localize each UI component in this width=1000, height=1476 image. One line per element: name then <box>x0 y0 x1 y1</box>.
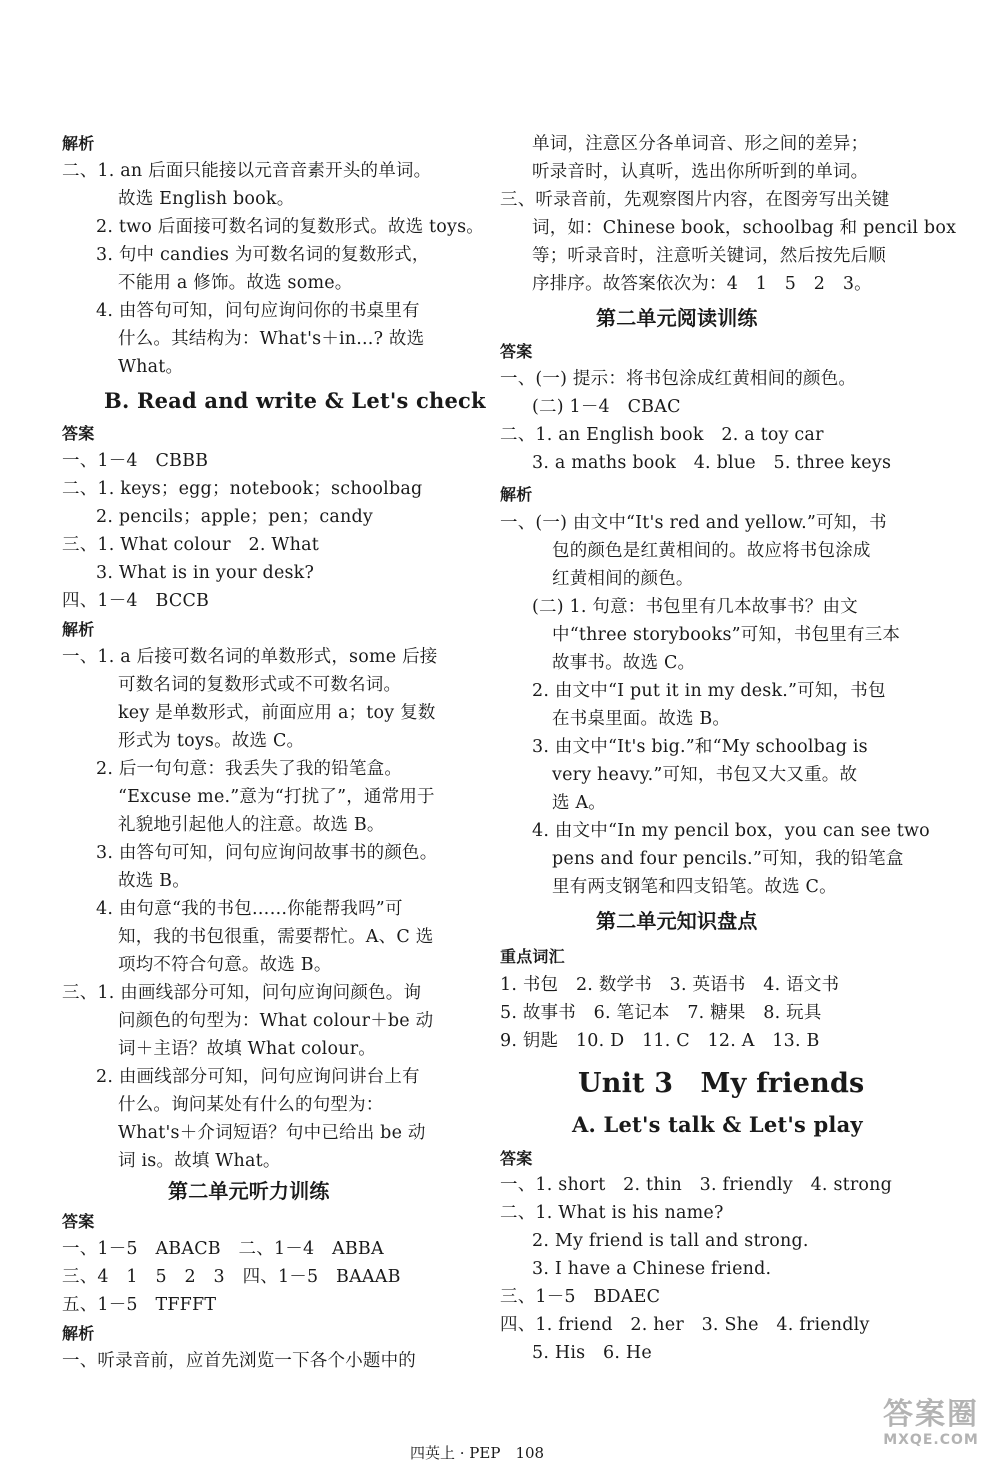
text-line: 形式为 toys。故选 C。 <box>118 731 305 751</box>
answer-line: 2. pencils；apple；pen；candy <box>96 507 373 527</box>
text-line: 4. 由答句可知，问句应询问你的书桌里有 <box>96 301 420 321</box>
text-line: 一、1. a 后接可数名词的单数形式，some 后接 <box>62 647 438 667</box>
section-heading-lets-talk: A. Let's talk & Let's play <box>572 1112 863 1137</box>
label-key-vocabulary: 重点词汇 <box>500 947 565 966</box>
text-line: 3. 由答句可知，问句应询问故事书的颜色。 <box>96 843 438 863</box>
answer-line: 二、1. keys；egg；notebook；schoolbag <box>62 479 423 499</box>
text-line: 里有两支钢笔和四支铅笔。故选 C。 <box>552 877 837 897</box>
answer-line: 五、1－5 TFFFT <box>62 1295 217 1315</box>
answer-line: 三、1. What colour 2. What <box>62 535 319 555</box>
watermark-logo-text: 答案圈 <box>883 1397 979 1432</box>
text-line: very heavy.”可知，书包又大又重。故 <box>552 765 858 785</box>
text-line: 一、听录音前，应首先浏览一下各个小题中的 <box>62 1351 416 1371</box>
text-line: 2. 由文中“I put it in my desk.”可知，书包 <box>532 681 886 701</box>
text-line: What's＋介词短语？句中已给出 be 动 <box>118 1123 426 1143</box>
answer-line: 三、4 1 5 2 3 四、1－5 BAAAB <box>62 1267 401 1287</box>
label-analysis: 解析 <box>62 134 95 153</box>
vocab-line: 9. 钥匙 10. D 11. C 12. A 13. B <box>500 1031 820 1051</box>
page-footer: 四英上 · PEP 108 <box>410 1444 545 1462</box>
text-line: 单词，注意区分各单词音、形之间的差异； <box>532 134 869 154</box>
vocab-line: 1. 书包 2. 数学书 3. 英语书 4. 语文书 <box>500 975 840 995</box>
text-line: 礼貌地引起他人的注意。故选 B。 <box>118 815 385 835</box>
text-line: 什么。其结构为：What's＋in...? 故选 <box>118 329 425 349</box>
text-line: 4. 由句意“我的书包……你能帮我吗”可 <box>96 899 403 919</box>
label-analysis: 解析 <box>62 620 95 639</box>
answer-line: 四、1. friend 2. her 3. She 4. friendly <box>500 1315 870 1335</box>
text-line: 3. 句中 candies 为可数名词的复数形式， <box>96 245 430 265</box>
label-analysis: 解析 <box>62 1324 95 1343</box>
text-line: 知，我的书包很重，需要帮忙。A、C 选 <box>118 927 434 947</box>
vocab-line: 5. 故事书 6. 笔记本 7. 糖果 8. 玩具 <box>500 1003 822 1023</box>
text-line: 词 is。故填 What。 <box>118 1151 281 1171</box>
answer-line: 5. His 6. He <box>532 1343 652 1363</box>
text-line: 红黄相间的颜色。 <box>552 569 694 589</box>
text-line: pens and four pencils.”可知，我的铅笔盒 <box>552 849 904 869</box>
text-line: 中“three storybooks”可知，书包里有三本 <box>552 625 901 645</box>
text-line: 故选 B。 <box>118 871 190 891</box>
watermark-url: MXQE.COM <box>883 1432 979 1448</box>
answer-line: 四、1－4 BCCB <box>62 591 210 611</box>
text-line: 4. 由文中“In my pencil box，you can see two <box>532 821 930 841</box>
text-line: 2. 由画线部分可知，问句应询问讲台上有 <box>96 1067 420 1087</box>
text-line: 词，如：Chinese book，schoolbag 和 pencil box <box>532 218 957 238</box>
label-answer: 答案 <box>500 342 533 361</box>
answer-line: 二、1. What is his name? <box>500 1203 724 1223</box>
text-line: 在书桌里面。故选 B。 <box>552 709 731 729</box>
answer-line: 三、1－5 BDAEC <box>500 1287 661 1307</box>
answer-line: 3. What is in your desk? <box>96 563 315 583</box>
text-line: 故选 English book。 <box>118 189 295 209</box>
label-answer: 答案 <box>500 1149 533 1168</box>
text-line: 2. 后一句句意：我丢失了我的铅笔盒。 <box>96 759 403 779</box>
text-line: key 是单数形式，前面应用 a；toy 复数 <box>118 703 436 723</box>
answer-line: (二) 1－4 CBAC <box>532 397 681 417</box>
label-analysis: 解析 <box>500 485 533 504</box>
section-heading-listening: 第二单元听力训练 <box>168 1179 330 1203</box>
answer-line: 3. a maths book 4. blue 5. three keys <box>532 453 892 473</box>
answer-line: 一、1－5 ABACB 二、1－4 ABBA <box>62 1239 384 1259</box>
unit-title: Unit 3 My friends <box>578 1068 865 1099</box>
section-heading-read-and-write: B. Read and write & Let's check <box>104 388 486 413</box>
label-answer: 答案 <box>62 1212 95 1231</box>
text-line: What。 <box>118 357 184 377</box>
text-line: 可数名词的复数形式或不可数名词。 <box>118 675 402 695</box>
watermark-logo <box>876 1398 986 1454</box>
text-line: 词＋主语？故填 What colour。 <box>118 1039 376 1059</box>
text-line: 选 A。 <box>552 793 607 813</box>
answer-line: 2. My friend is tall and strong. <box>532 1231 809 1251</box>
text-line: 听录音时，认真听，选出你所听到的单词。 <box>532 162 869 182</box>
text-line: 三、1. 由画线部分可知，问句应询问颜色。询 <box>62 983 422 1003</box>
text-line: 不能用 a 修饰。故选 some。 <box>118 273 353 293</box>
answer-line: 一、(一) 提示：将书包涂成红黄相间的颜色。 <box>500 369 857 389</box>
text-line: (二) 1. 句意：书包里有几本故事书？由文 <box>532 597 858 617</box>
text-line: 三、听录音前，先观察图片内容，在图旁写出关键 <box>500 190 890 210</box>
answer-line: 一、1－4 CBBB <box>62 451 209 471</box>
answer-line: 一、1. short 2. thin 3. friendly 4. strong <box>500 1175 893 1195</box>
text-line: “Excuse me.”意为“打扰了”，通常用于 <box>118 787 435 807</box>
answer-line: 二、1. an English book 2. a toy car <box>500 425 824 445</box>
section-heading-reading: 第二单元阅读训练 <box>596 306 758 330</box>
text-line: 什么。询问某处有什么的句型为： <box>118 1095 384 1115</box>
text-line: 一、(一) 由文中“It's red and yellow.”可知，书 <box>500 513 887 533</box>
text-line: 3. 由文中“It's big.”和“My schoolbag is <box>532 737 868 757</box>
label-answer: 答案 <box>62 424 95 443</box>
text-line: 包的颜色是红黄相间的。故应将书包涂成 <box>552 541 871 561</box>
answer-line: 3. I have a Chinese friend. <box>532 1259 772 1279</box>
text-line: 问颜色的句型为：What colour＋be 动 <box>118 1011 434 1031</box>
text-line: 2. two 后面接可数名词的复数形式。故选 toys。 <box>96 217 484 237</box>
text-line: 项均不符合句意。故选 B。 <box>118 955 332 975</box>
text-line: 故事书。故选 C。 <box>552 653 696 673</box>
text-line: 等；听录音时，注意听关键词，然后按先后顺 <box>532 246 886 266</box>
text-line: 序排序。故答案依次为：4 1 5 2 3。 <box>532 274 872 294</box>
section-heading-knowledge: 第二单元知识盘点 <box>596 909 758 933</box>
text-line: 二、1. an 后面只能接以元音音素开头的单词。 <box>62 161 432 181</box>
